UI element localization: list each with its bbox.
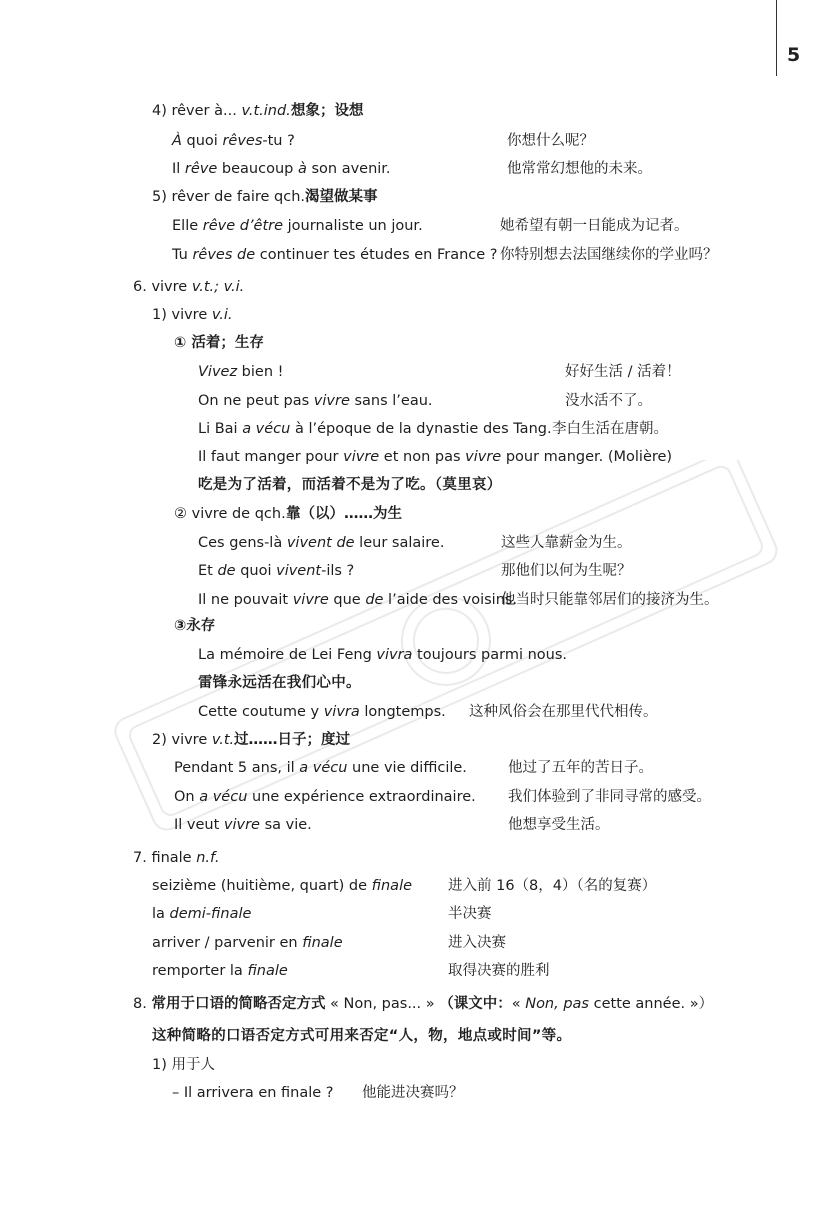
french-text: 7. finale n.f. xyxy=(133,850,220,866)
french-text: Li Bai a vécu à l’époque de la dynastie des Tang. xyxy=(198,421,552,437)
french-text: 8. 常用于口语的简略否定方式 « Non, pas... » （课文中：« Non, pas cette année. »） xyxy=(133,996,714,1012)
chinese-text: 进入决赛 xyxy=(448,935,506,951)
french-text: 1) 用于人 xyxy=(152,1057,215,1073)
chinese-text: 他当时只能靠邻居们的接济为生。 xyxy=(501,592,719,608)
chinese-text: 想象；设想 xyxy=(291,103,364,119)
page-margin-rule xyxy=(776,0,777,76)
french-text: 4) rêver à... v.t.ind. xyxy=(152,103,291,119)
french-text: – Il arrivera en finale ? xyxy=(172,1085,334,1101)
french-text: Il rêve beaucoup à son avenir. xyxy=(172,161,391,177)
french-text: Pendant 5 ans, il a vécu une vie difficile. xyxy=(174,760,467,776)
french-text: 1) vivre v.i. xyxy=(152,307,233,323)
french-text: Elle rêve d’être journaliste un jour. xyxy=(172,218,423,234)
chinese-text: 你特别想去法国继续你的学业吗？ xyxy=(500,247,718,263)
french-text: Il ne pouvait vivre que de l’aide des voisins. xyxy=(198,592,518,608)
french-text: On a vécu une expérience extraordinaire. xyxy=(174,789,476,805)
chinese-text: 半决赛 xyxy=(448,906,492,922)
chinese-text: 靠（以）……为生 xyxy=(286,506,402,522)
french-text: Cette coutume y vivra longtemps. xyxy=(198,704,446,720)
french-text: On ne peut pas vivre sans l’eau. xyxy=(198,393,433,409)
french-text: La mémoire de Lei Feng vivra toujours parmi nous. xyxy=(198,647,567,663)
chinese-text: 这些人靠薪金为生。 xyxy=(501,535,632,551)
chinese-text: 雷锋永远活在我们心中。 xyxy=(198,675,361,691)
chinese-text: 没水活不了。 xyxy=(565,393,652,409)
chinese-text: 他能进决赛吗？ xyxy=(362,1085,464,1101)
chinese-text: 她希望有朝一日能成为记者。 xyxy=(500,218,689,234)
chinese-text: 这种风俗会在那里代代相传。 xyxy=(469,704,658,720)
chinese-text: 取得决赛的胜利 xyxy=(448,963,550,979)
chinese-text: 你想什么呢？ xyxy=(507,133,594,149)
chinese-text: 我们体验到了非同寻常的感受。 xyxy=(508,789,711,805)
french-text: Vivez bien ! xyxy=(198,364,284,380)
french-text: ② vivre de qch. xyxy=(174,506,286,522)
french-text: seizième (huitième, quart) de finale xyxy=(152,878,413,894)
french-text: Et de quoi vivent-ils ? xyxy=(198,563,355,579)
chinese-text: 李白生活在唐朝。 xyxy=(552,421,668,437)
french-text: la demi-finale xyxy=(152,906,252,922)
chinese-text: 他想享受生活。 xyxy=(508,817,610,833)
chinese-text: 好好生活 / 活着！ xyxy=(565,364,681,380)
chinese-text: 这种简略的口语否定方式可用来否定“人，物，地点或时间”等。 xyxy=(152,1028,572,1044)
french-text: 6. vivre v.t.; v.i. xyxy=(133,279,245,295)
chinese-text: 吃是为了活着，而活着不是为了吃。（莫里哀） xyxy=(198,477,502,493)
french-text: Ces gens-là vivent de leur salaire. xyxy=(198,535,445,551)
chinese-text: ③永存 xyxy=(174,618,216,634)
french-text: Tu rêves de continuer tes études en France ? xyxy=(172,247,498,263)
french-text: 5) rêver de faire qch. xyxy=(152,189,306,205)
chinese-text: 他过了五年的苦日子。 xyxy=(508,760,653,776)
chinese-text: 渴望做某事 xyxy=(305,189,378,205)
french-text: À quoi rêves-tu ? xyxy=(172,133,295,149)
chinese-text: ① 活着；生存 xyxy=(174,335,264,351)
page-number: 5 xyxy=(787,44,801,66)
french-text: 2) vivre v.t. xyxy=(152,732,235,748)
french-text: arriver / parvenir en finale xyxy=(152,935,343,951)
french-text: Il veut vivre sa vie. xyxy=(174,817,312,833)
chinese-text: 进入前 16（8，4）（名的复赛） xyxy=(448,878,657,894)
chinese-text: 他常常幻想他的未来。 xyxy=(507,161,652,177)
chinese-text: 那他们以何为生呢？ xyxy=(501,563,632,579)
chinese-text: 过……日子；度过 xyxy=(234,732,350,748)
french-text: remporter la finale xyxy=(152,963,288,979)
french-text: Il faut manger pour vivre et non pas vivre pour manger. (Molière) xyxy=(198,449,673,465)
